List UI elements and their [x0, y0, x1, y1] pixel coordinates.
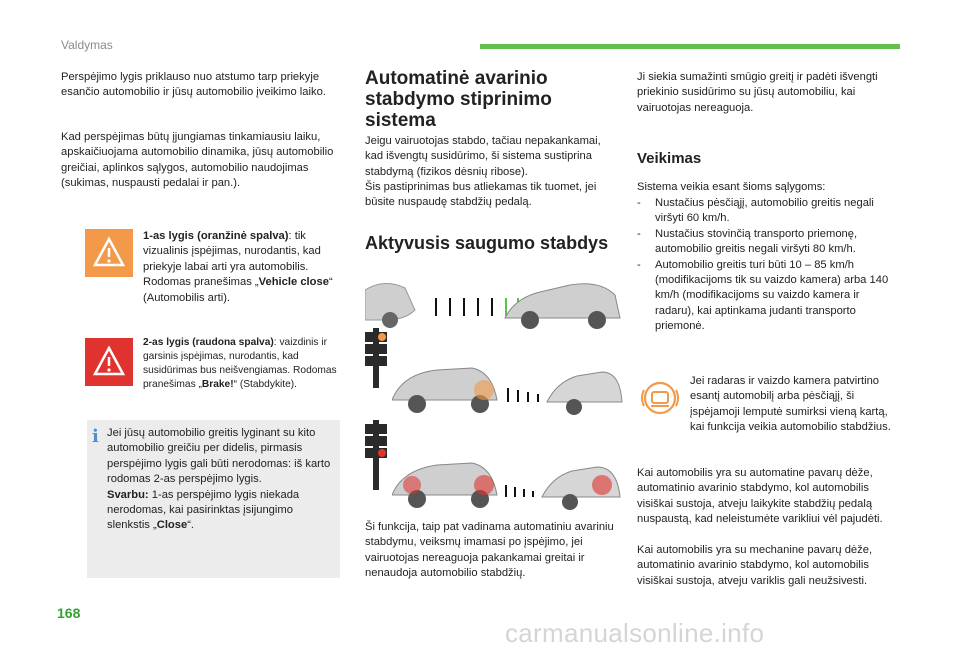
right-paragraph-1: Ji siekia sumažinti smūgio greitį ir padėti išvengti priekinio susidūrimo su jūsų automobiliu, kai vairuotojas nereaguoja.: [637, 71, 878, 114]
info-paragraph: Jei jūsų automobilio greitis lyginant su kito automobilio greičiu per didelis, pirmasis perspėjimo lygis gali būti nerodomas: iš karto rodomas 2-as perspėjimo lygis.: [107, 427, 331, 486]
level1-message: Vehicle close: [258, 276, 329, 289]
info-text: [107, 426, 335, 534]
level1-description: [143, 229, 341, 306]
middle-paragraph-1: Jeigu vairuotojas stabdo, tačiau nepakankamai, kad išvengtų susidūrimo, ši sistema sustiprina stabdymą (fizikos dėsnių ribose).: [365, 135, 601, 178]
section-heading-emergency-brake-assist: Automatinė avarinio stabdymo stiprinimo sistema: [365, 68, 552, 131]
info-tail: “.: [187, 519, 195, 532]
illustration-car-orange-warning: [392, 352, 624, 422]
info-important-label: Svarbu:: [107, 488, 149, 501]
info-paragraph-2: 1-as perspėjimo lygis niekada nerodomas, kai pasirinktas įsijungimo slenkstis „: [107, 488, 300, 532]
level2-text: : vaizdinis ir garsinis įspėjimas, nurodantis, kad susidūrimas bus neišvengiamas. Rodomas pranešimas „: [143, 337, 337, 390]
middle-paragraph-2: Šis pastiprinimas bus atliekamas tik tuomet, jei būsite nuspaudę stabdžių pedalą.: [365, 181, 597, 209]
level1-tail: “ (Automobilis arti).: [143, 276, 333, 304]
right-paragraph-auto: Kai automobilis yra su automatine pavarų dėže, automatinio avarinio stabdymo, kol automobilis visiškai sustoja, atveju laikykite stabdžių pedalą nuspaustą, kad neleistumėte varikliui vėl pajudėti.: [637, 467, 883, 526]
page-number: 168: [57, 605, 81, 621]
level2-title: 2-as lygis (raudona spalva): [143, 337, 274, 348]
warning-lamp-text: Jei radaras ir vaizdo kamera patvirtino esantį automobilį arba pėsčiąjį, ši įspėjamoji lemputė sumirksi vieną kartą, kai funkcija veikia automobilio stabdžius.: [690, 375, 891, 434]
traffic-light-orange-icon: [365, 328, 387, 388]
traffic-light-red-icon: [365, 420, 387, 490]
red-warning-icon: [85, 338, 133, 386]
left-paragraph-1: Perspėjimo lygis priklauso nuo atstumo tarp priekyje esančio automobilio ir jūsų automobilio įveikimo laiko.: [61, 71, 326, 99]
middle-paragraph-3: Ši funkcija, taip pat vadinama automatiniu avariniu stabdymu, veiksmų imamasi po įspėjimo, jei vairuotojas nereaguoja pakankamai greitai ir nenaudoja automobilio stabdžių.: [365, 521, 614, 580]
level1-text: : tik vizualinis įspėjimas, nurodantis, kad priekyje labai arti yra automobilis. Rodomas pranešimas „: [143, 230, 321, 289]
level2-message: Brake!: [201, 379, 234, 390]
header-accent-bar: [480, 44, 900, 49]
condition-item: - Nustačius pėsčiąjį, automobilio greitis negali viršyti 60 km/h.: [637, 196, 899, 227]
info-icon: i: [92, 426, 99, 447]
level1-title: 1-as lygis (oranžinė spalva): [143, 230, 289, 242]
section-heading-operation: Veikimas: [637, 150, 702, 167]
section-heading-active-safety-brake: Aktyvusis saugumo stabdys: [365, 233, 609, 253]
info-message: Close: [156, 519, 188, 532]
illustration-car-approaching: [365, 270, 625, 330]
right-paragraph-manual: Kai automobilis yra su mechanine pavarų dėže, automatinio avarinio stabdymo, kol automobilis visiškai sustoja, atveju variklis gali neužsivesti.: [637, 544, 873, 587]
operation-intro: Sistema veikia esant šioms sąlygoms:: [637, 181, 826, 193]
conditions-list: [637, 196, 899, 335]
aeb-warning-lamp-icon: [640, 378, 680, 418]
condition-item: - Automobilio greitis turi būti 10 – 85 km/h (modifikacijoms tik su vaizdo kamera) arba 140 km/h (modifikacijoms su vaizdo kamera ir radaru), kai aptinkama judanti transporto priemonė.: [637, 258, 899, 335]
illustration-car-braking: [392, 445, 624, 515]
left-paragraph-2: Kad perspėjimas būtų įjungiamas tinkamiausiu laiku, apskaičiuojama automobilio dinamika, jūsų automobilio greičiai, aplinkos sąlygos, automobilio naudojimas (sukimas, nuspausti pedalai ir pan.).: [61, 131, 334, 190]
watermark: carmanualsonline.info: [505, 618, 765, 648]
condition-item: - Nustačius stovinčią transporto priemonę, automobilio greitis negali viršyti 80 km/h.: [637, 227, 899, 258]
section-title: Valdymas: [61, 38, 113, 52]
level2-description: [143, 336, 341, 392]
level2-tail: “ (Stabdykite).: [233, 379, 298, 390]
orange-warning-icon: [85, 229, 133, 277]
